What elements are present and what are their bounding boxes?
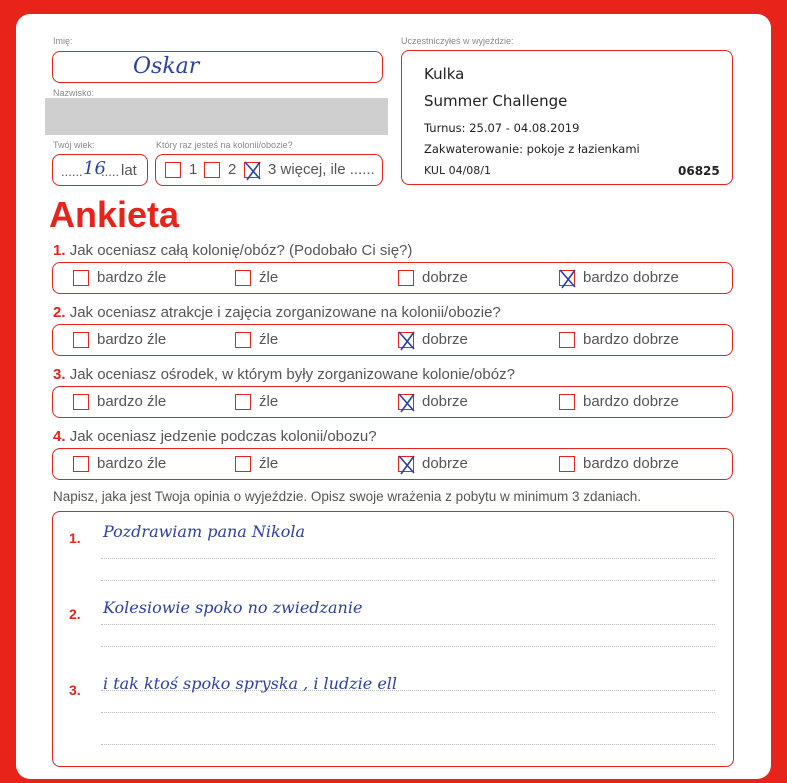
age-dots-right: ..... [101,164,120,179]
first-name-value: Oskar [133,54,200,79]
colony-count-label: Który raz jesteś na kolonii/obozie? [156,140,293,150]
rating-option-label: bardzo dobrze [583,269,679,286]
dotted-line [101,558,715,559]
check-x-icon [397,454,417,476]
checkbox[interactable] [165,162,181,178]
rating-option-label: bardzo źle [97,455,167,472]
colony-option-2[interactable] [204,161,236,178]
trip-info-box [401,50,733,185]
rating-option[interactable] [398,269,468,286]
dotted-line [101,744,715,745]
rating-option[interactable] [559,393,679,410]
rating-option-label: dobrze [422,269,468,286]
rating-option-label: dobrze [422,455,468,472]
rating-option[interactable] [559,455,679,472]
check-x-icon [397,392,417,414]
first-name-field[interactable] [52,51,383,83]
trip-label: Uczestniczyłeś w wyjeździe: [401,36,514,46]
checkbox[interactable] [73,394,89,410]
checkbox[interactable] [73,456,89,472]
age-unit: lat [121,162,137,179]
trip-code: KUL 04/08/1 [424,164,491,177]
checkbox-checked[interactable] [398,332,414,348]
answer-number: 3. [69,682,81,698]
colony-option-3[interactable] [244,161,375,178]
answer-text: Pozdrawiam pana Nikola [103,522,306,541]
opinion-prompt: Napisz, jaka jest Twoja opinia o wyjeździe. Opisz swoje wrażenia z pobytu w minimum 3 zdaniach. [53,489,642,504]
question-text [53,366,515,383]
checkbox[interactable] [235,394,251,410]
age-value: 16 [83,158,106,179]
rating-option[interactable] [235,269,278,286]
checkbox[interactable] [204,162,220,178]
answer-text: Kolesiowie spoko no zwiedzanie [103,598,363,617]
answer-text: i tak ktoś spoko spryska , i ludzie ell [103,674,398,693]
answer-number: 2. [69,606,81,622]
question-text [53,242,412,259]
colony-option-1[interactable] [165,161,197,178]
checkbox[interactable] [73,332,89,348]
survey-title: Ankieta [49,194,180,235]
checkbox[interactable] [235,332,251,348]
checkbox[interactable] [398,270,414,286]
question-number: 1. [53,242,66,259]
rating-row [52,324,733,356]
rating-option-label: bardzo dobrze [583,455,679,472]
checkbox[interactable] [235,456,251,472]
question-label: Jak oceniasz jedzenie podczas kolonii/obozu? [69,428,377,445]
rating-row [52,262,733,294]
last-name-label: Nazwisko: [53,88,95,98]
survey-sheet [16,14,771,779]
check-x-icon [558,268,578,290]
first-name-label: Imię: [53,36,73,46]
age-field[interactable] [52,154,148,186]
check-x-icon [397,330,417,352]
trip-program: Summer Challenge [424,92,568,110]
question-number: 4. [53,428,66,445]
rating-option-label: źle [259,269,279,286]
question-text [53,304,501,321]
question-number: 3. [53,366,66,383]
checkbox[interactable] [73,270,89,286]
rating-option[interactable] [73,331,166,348]
rating-option[interactable] [559,331,679,348]
checkbox[interactable] [235,270,251,286]
check-x-icon [243,160,263,182]
rating-option[interactable] [559,269,679,286]
colony-option-1-label: 1 [189,161,198,178]
rating-option-label: dobrze [422,393,468,410]
rating-option[interactable] [398,331,468,348]
dotted-line [101,712,715,713]
colony-option-3-label: 3 więcej, ile ...... [268,161,375,178]
rating-option-label: źle [259,331,279,348]
rating-option[interactable] [73,455,166,472]
age-label: Twój wiek: [53,140,95,150]
rating-option-label: źle [259,455,279,472]
dotted-line [101,580,715,581]
age-dots-left: ...... [61,164,83,179]
question-text [53,428,377,445]
checkbox[interactable] [559,394,575,410]
checkbox-checked[interactable] [398,456,414,472]
question-label: Jak oceniasz ośrodek, w którym były zorganizowane kolonie/obóz? [69,366,515,383]
rating-option[interactable] [235,393,278,410]
rating-option-label: bardzo źle [97,393,167,410]
rating-option-label: dobrze [422,331,468,348]
rating-option-label: bardzo źle [97,331,167,348]
rating-option-label: bardzo dobrze [583,331,679,348]
checkbox-checked[interactable] [398,394,414,410]
checkbox[interactable] [559,456,575,472]
rating-option-label: źle [259,393,279,410]
rating-option-label: bardzo źle [97,269,167,286]
dotted-line [101,624,715,625]
question-number: 2. [53,304,66,321]
checkbox-checked[interactable] [244,162,260,178]
trip-accommodation: Zakwaterowanie: pokoje z łazienkami [424,142,640,156]
dotted-line [101,646,715,647]
rating-option[interactable] [235,455,278,472]
rating-option[interactable] [398,455,468,472]
opinion-box[interactable] [52,511,734,767]
colony-option-2-label: 2 [228,161,237,178]
checkbox[interactable] [559,332,575,348]
trip-number: 06825 [678,164,720,178]
answer-number: 1. [69,530,81,546]
rating-option[interactable] [73,269,166,286]
colony-count-field [155,154,383,186]
rating-option[interactable] [398,393,468,410]
rating-option[interactable] [235,331,278,348]
checkbox-checked[interactable] [559,270,575,286]
trip-name: Kulka [424,65,465,83]
question-label: Jak oceniasz całą kolonię/obóz? (Podobało Ci się?) [69,242,413,259]
rating-option[interactable] [73,393,166,410]
rating-option-label: bardzo dobrze [583,393,679,410]
rating-row [52,386,733,418]
rating-row [52,448,733,480]
trip-turnus: Turnus: 25.07 - 04.08.2019 [424,121,580,135]
last-name-redaction [45,98,388,135]
question-label: Jak oceniasz atrakcje i zajęcia zorganizowane na kolonii/obozie? [69,304,501,321]
